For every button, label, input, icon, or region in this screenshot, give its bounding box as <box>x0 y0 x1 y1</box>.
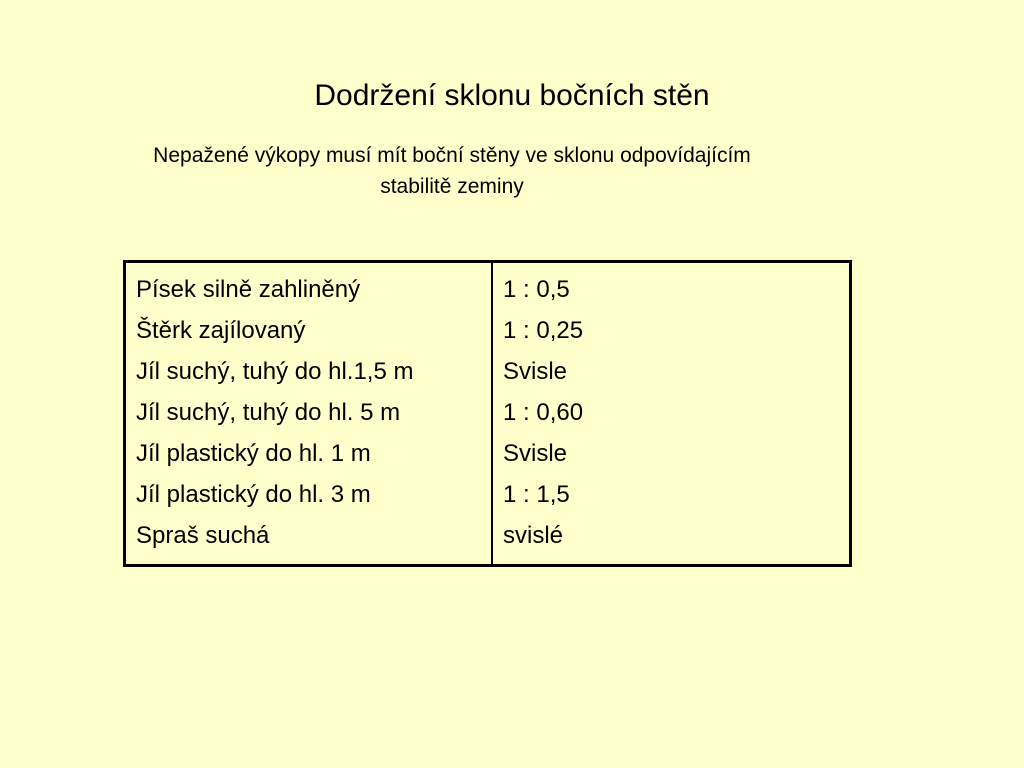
subtitle-line-2: stabilitě zeminy <box>380 175 524 198</box>
soil-type-column <box>125 262 493 566</box>
soil-type-item: Jíl suchý, tuhý do hl.1,5 m <box>136 358 414 385</box>
slope-ratio-item: Svisle <box>503 440 568 467</box>
slide-subtitle <box>80 140 824 202</box>
soil-type-item: Spraš suchá <box>136 522 270 549</box>
slope-ratio-item: Svisle <box>503 358 568 385</box>
soil-type-item: Jíl suchý, tuhý do hl. 5 m <box>136 399 401 426</box>
slope-ratio-item: svislé <box>503 522 564 549</box>
soil-type-item: Jíl plastický do hl. 1 m <box>136 440 371 467</box>
slope-ratio-item: 1 : 1,5 <box>503 481 570 508</box>
table-row <box>125 262 851 566</box>
slope-ratio-item: 1 : 0,25 <box>503 317 584 344</box>
slope-ratio-item: 1 : 0,60 <box>503 399 584 426</box>
subtitle-line-1: Nepažené výkopy musí mít boční stěny ve sklonu odpovídajícím <box>153 144 751 167</box>
slide-title: Dodržení sklonu bočních stěn <box>314 79 710 112</box>
soil-type-item: Jíl plastický do hl. 3 m <box>136 481 371 508</box>
soil-slope-table <box>123 260 852 567</box>
slope-ratio-column <box>492 262 851 566</box>
soil-type-item: Štěrk zajílovaný <box>136 317 306 344</box>
slope-ratio-item: 1 : 0,5 <box>503 276 570 303</box>
soil-type-item: Písek silně zahliněný <box>136 276 361 303</box>
